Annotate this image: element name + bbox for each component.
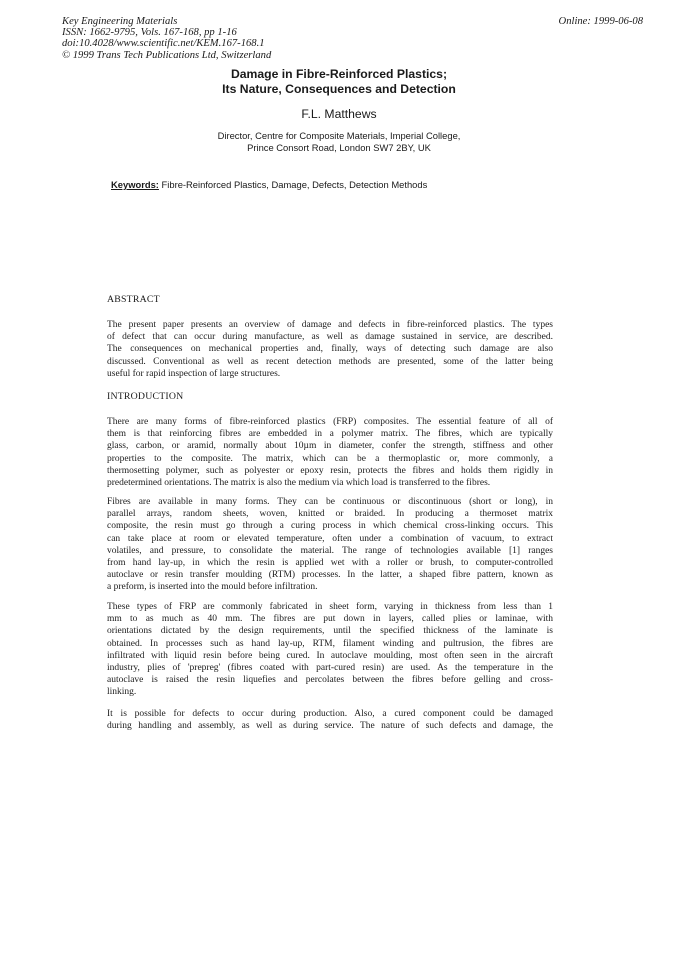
- text-line: mm to as much as 40 mm. The fibres are put down in layers, called plies or laminae, with: [107, 614, 553, 625]
- text-line: autoclave is raised the resin liquefies and percolates between the fibres before gelling and cross-: [107, 675, 553, 686]
- text-line: from hand lay-up, in which the resin is applied wet with a roller or brush, to computer-controlled: [107, 557, 553, 568]
- text-line: It is possible for defects to occur during production. Also, a cured component could be damaged: [107, 709, 553, 719]
- paper-title: [0, 67, 678, 96]
- text-line: The present paper presents an overview of damage and defects in fibre-reinforced plastics. The types: [107, 320, 553, 330]
- text-line: There are many forms of fibre-reinforced plastics (FRP) composites. The essential feature of all of: [107, 417, 553, 427]
- intro-paragraph-3: [107, 601, 553, 699]
- text-line: parallel arrays, random sheets, woven, knitted or braided. In producing a thermoset matrix: [107, 509, 553, 520]
- text-line: properties to the composite. The matrix, which can be a thermoplastic or, more commonly, a: [107, 453, 553, 464]
- doi-line: doi:10.4028/www.scientific.net/KEM.167-168.1: [62, 38, 265, 50]
- text-line: The consequences on mechanical properties and, finally, ways of detecting such damage are also: [107, 344, 553, 355]
- abstract-paragraph: [107, 319, 553, 380]
- text-line: them is that reinforcing fibres are embedded in a polymer matrix. The fibres, which are typically: [107, 429, 553, 440]
- intro-paragraph-1: [107, 416, 553, 489]
- intro-paragraph-4: [107, 708, 553, 732]
- text-line: linking.: [107, 687, 137, 698]
- text-line: Fibres are available in many forms. They can be continuous or discontinuous (short or long), in: [107, 497, 553, 507]
- online-date: Online: 1999-06-08: [558, 16, 643, 27]
- text-line: useful for rapid inspection of large structures.: [107, 368, 281, 379]
- text-line: obtained. In processes such as hand lay-up, RTM, filament winding and pultrusion, the fibres are: [107, 638, 553, 649]
- text-line: predetermined orientations. The matrix is also the medium via which load is transferred to the fibres.: [107, 477, 491, 488]
- text-line: of defect that can occur during manufacture, as well as damage sustained in service, are described.: [107, 332, 553, 343]
- intro-paragraph-2: [107, 496, 553, 594]
- text-line: These types of FRP are commonly fabricated in sheet form, varying in thickness from less than 1: [107, 602, 553, 612]
- title-line-1: Damage in Fibre-Reinforced Plastics;: [230, 67, 448, 81]
- abstract-heading: ABSTRACT: [107, 294, 160, 305]
- author-name: F.L. Matthews: [301, 107, 377, 121]
- copyright-line: © 1999 Trans Tech Publications Ltd, Switzerland: [62, 49, 272, 61]
- affiliation-line-1: Director, Centre for Composite Materials, Imperial College,: [217, 130, 461, 141]
- text-line: autoclave or resin transfer moulding (RTM) processes. In the latter, a shaped fibre pattern, known as: [107, 570, 553, 581]
- text-line: a preform, is inserted into the mould before infiltration.: [107, 582, 318, 593]
- text-line: volatiles, and pressure, to consolidate the material. The range of technologies available [1] ranges: [107, 545, 553, 556]
- introduction-heading: INTRODUCTION: [107, 391, 184, 402]
- text-line: glass, carbon, or aramid, normally about 10µm in diameter, confer the strength, stiffness and other: [107, 441, 553, 452]
- title-line-2: Its Nature, Consequences and Detection: [222, 81, 456, 96]
- text-line: can take place at room or elevated temperature, often under a combination of vacuum, to extract: [107, 533, 553, 544]
- text-line: during handling and assembly, as well as during service. The nature of such defects and damage, the: [107, 721, 553, 732]
- text-line: discussed. Conventional as well as recent detection methods are presented, some of the latter being: [107, 356, 553, 367]
- publication-metadata: [62, 16, 271, 61]
- keywords-text: Fibre-Reinforced Plastics, Damage, Defects, Detection Methods: [161, 179, 428, 190]
- journal-name: Key Engineering Materials: [62, 16, 178, 27]
- text-line: infiltrated with liquid resin before being cured. In autoclave moulding, most often seen in the aircraft: [107, 650, 553, 661]
- text-line: thermosetting polymer, such as polyester or epoxy resin, protects the fibres and holds them rigidly in: [107, 465, 553, 476]
- affiliation: [0, 130, 678, 153]
- issn-line: ISSN: 1662-9795, Vols. 167-168, pp 1-16: [62, 27, 237, 39]
- text-line: orientations dictated by the design requirements, until the specified thickness of the laminate is: [107, 626, 553, 637]
- text-line: composite, the resin must go through a curing process in which chemical cross-linking occurs. This: [107, 521, 553, 532]
- keywords-label: Keywords:: [111, 179, 159, 190]
- text-line: industry, plies of 'prepreg' (fibres coated with part-cured resin) are used. As the temperature in the: [107, 662, 553, 673]
- keywords-line: [111, 179, 427, 190]
- affiliation-line-2: Prince Consort Road, London SW7 2BY, UK: [247, 141, 431, 153]
